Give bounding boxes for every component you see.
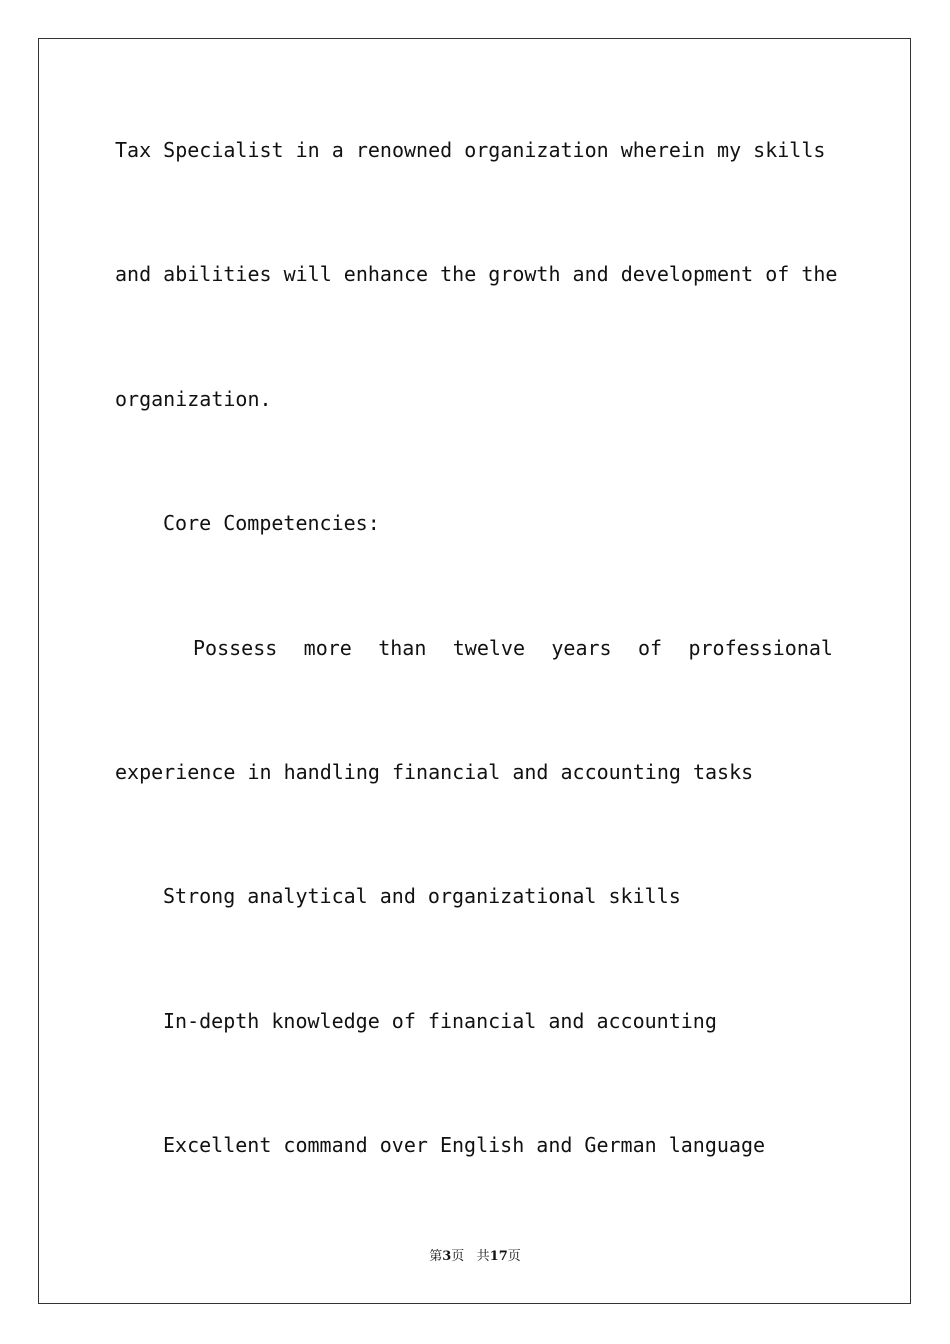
footer-total-suffix: 页 [507, 1249, 521, 1264]
page-footer [0, 1248, 950, 1266]
body-line-7: Strong analytical and organizational skills [163, 884, 681, 908]
footer-total-prefix: 共 [476, 1249, 490, 1264]
word: more [303, 636, 352, 660]
word: of [637, 636, 663, 660]
footer-page-suffix: 页 [451, 1249, 465, 1264]
footer-total-pages: 17 [489, 1249, 508, 1264]
word: years [551, 636, 612, 660]
word: than [378, 636, 427, 660]
body-line-6: experience in handling financial and accounting tasks [115, 760, 754, 784]
word: professional [688, 636, 833, 660]
body-line-8: In-depth knowledge of financial and accounting [163, 1009, 717, 1033]
body-line-3: organization. [115, 387, 272, 411]
body-line-9: Excellent command over English and German language [163, 1133, 766, 1157]
section-heading-core-competencies: Core Competencies: [163, 511, 380, 535]
footer-page-prefix: 第 [429, 1249, 443, 1264]
page-frame [38, 38, 911, 1304]
body-line-2: and abilities will enhance the growth and development of the [115, 262, 838, 286]
word: Possess [193, 636, 278, 660]
footer-page-number: 3 [442, 1249, 452, 1264]
body-line-5-justified [193, 636, 833, 660]
word: twelve [452, 636, 526, 660]
body-line-1: Tax Specialist in a renowned organization wherein my skills [115, 138, 826, 162]
